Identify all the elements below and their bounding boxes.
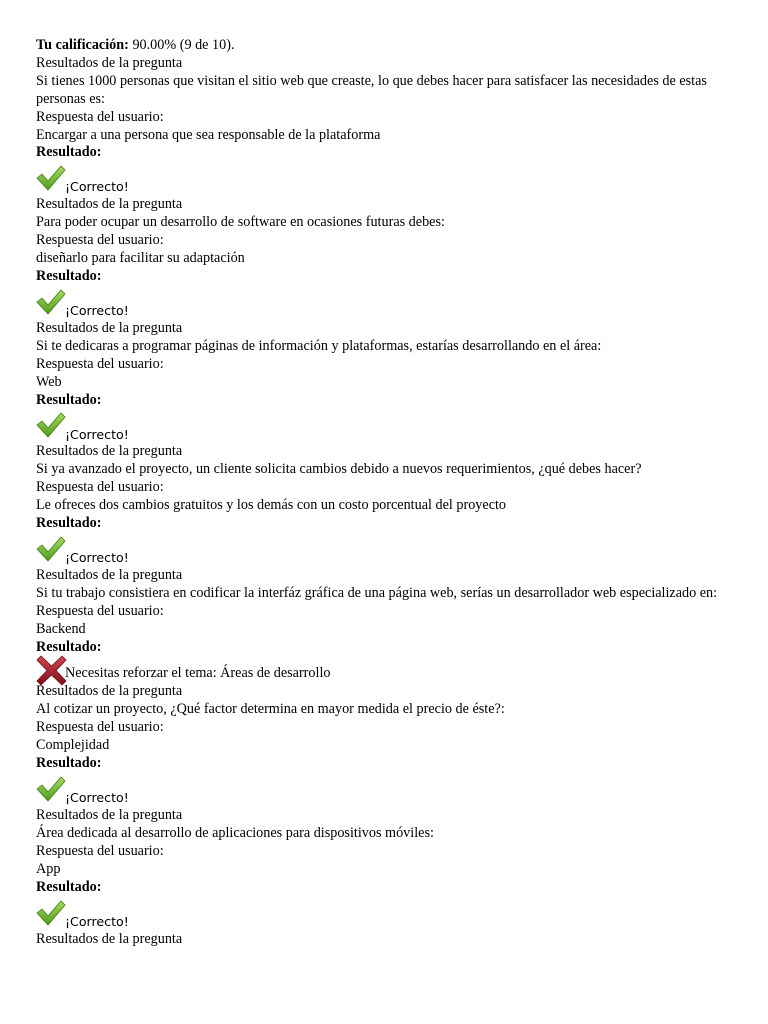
grade-value: 90.00% (9 de 10). — [132, 37, 235, 53]
user-answer-label: Respuesta del usuario: — [36, 108, 164, 125]
grade-label: Tu calificación: — [36, 37, 129, 53]
result-row — [36, 286, 726, 320]
question-text: Si te dedicaras a programar páginas de información y plataformas, estarías desarrollando en el área: — [36, 337, 602, 354]
user-answer-label: Respuesta del usuario: — [36, 355, 164, 372]
section-heading: Resultados de la pregunta — [36, 566, 183, 583]
result-label: Resultado: — [36, 755, 102, 772]
correct-message: ¡Correcto! — [65, 790, 129, 806]
result-label: Resultado: — [36, 515, 102, 532]
result-row — [36, 656, 726, 683]
user-answer: diseñarlo para facilitar su adaptación — [36, 250, 245, 267]
correct-message: ¡Correcto! — [65, 302, 129, 318]
result-label: Resultado: — [36, 267, 102, 284]
user-answer-label: Respuesta del usuario: — [36, 479, 164, 496]
user-answer-label: Respuesta del usuario: — [36, 232, 164, 249]
user-answer: Web — [36, 373, 62, 390]
question-text: Si tu trabajo consistiera en codificar la interfáz gráfica de una página web, serías un desarrollador web especializado en: — [36, 584, 718, 601]
section-heading: Resultados de la pregunta — [36, 930, 183, 947]
grade-line — [36, 37, 726, 55]
section-heading: Resultados de la pregunta — [36, 807, 183, 823]
correct-message: ¡Correcto! — [65, 550, 129, 566]
user-answer-label: Respuesta del usuario: — [36, 842, 164, 859]
result-row — [36, 533, 726, 567]
user-answer: Backend — [36, 620, 86, 637]
question-text: Para poder ocupar un desarrollo de software en ocasiones futuras debes: — [36, 214, 445, 231]
result-row — [36, 773, 726, 807]
question-text: Si tienes 1000 personas que visitan el sitio web que creaste, lo que debes hacer para satisfacer las necesidades de estas personas es: — [36, 72, 707, 107]
quiz-results — [36, 37, 726, 948]
result-row — [36, 409, 726, 443]
result-row — [36, 162, 726, 196]
user-answer: Encargar a una persona que sea responsable de la plataforma — [36, 126, 381, 143]
section-heading: Resultados de la pregunta — [36, 54, 183, 71]
user-answer: Le ofreces dos cambios gratuitos y los demás con un costo porcentual del proyecto — [36, 497, 507, 514]
correct-message: ¡Correcto! — [65, 913, 129, 929]
user-answer-label: Respuesta del usuario: — [36, 719, 164, 736]
result-label: Resultado: — [36, 144, 102, 161]
section-heading: Resultados de la pregunta — [36, 196, 183, 213]
section-heading: Resultados de la pregunta — [36, 443, 183, 460]
question-text: Área dedicada al desarrollo de aplicaciones para dispositivos móviles: — [36, 824, 434, 841]
result-label: Resultado: — [36, 878, 102, 895]
user-answer-label: Respuesta del usuario: — [36, 602, 164, 619]
question-text: Al cotizar un proyecto, ¿Qué factor determina en mayor medida el precio de éste?: — [36, 701, 505, 718]
section-heading: Resultados de la pregunta — [36, 319, 183, 336]
user-answer: Complejidad — [36, 737, 110, 754]
feedback-message: Necesitas reforzar el tema: Áreas de desarrollo — [65, 664, 331, 681]
section-heading: Resultados de la pregunta — [36, 683, 183, 700]
user-answer: App — [36, 860, 61, 877]
result-label: Resultado: — [36, 638, 102, 655]
question-text: Si ya avanzado el proyecto, un cliente solicita cambios debido a nuevos requerimientos, ¿qué debes hacer? — [36, 461, 642, 478]
correct-message: ¡Correcto! — [65, 179, 129, 195]
result-label: Resultado: — [36, 391, 102, 408]
result-row — [36, 897, 726, 931]
correct-message: ¡Correcto! — [65, 426, 129, 442]
